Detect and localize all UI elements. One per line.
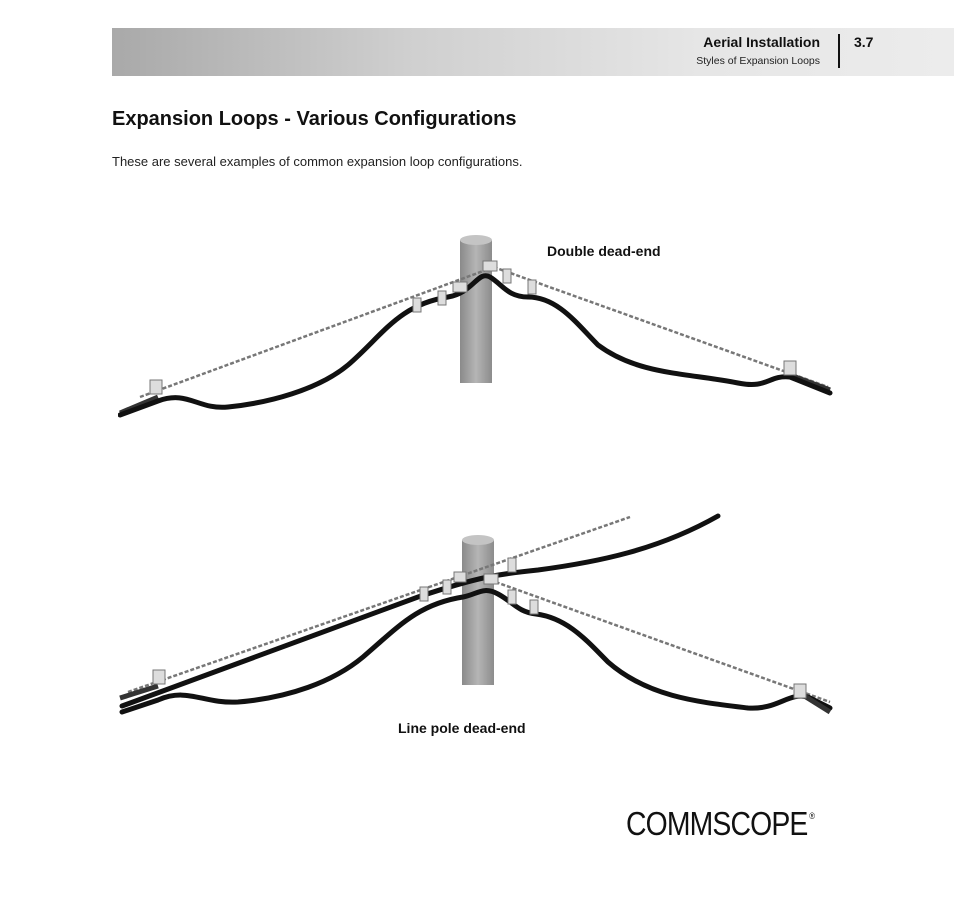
strand-clamp [443, 580, 451, 594]
strand-clamp [438, 291, 446, 305]
strand-clamp [484, 574, 498, 584]
utility-pole [462, 540, 494, 685]
strand-clamp [794, 684, 806, 698]
strand-clamp [528, 280, 536, 294]
registered-mark: ® [809, 811, 815, 821]
figure-caption-double-dead-end: Double dead-end [547, 243, 661, 259]
figure-caption-line-pole-dead-end: Line pole dead-end [398, 720, 526, 736]
strand-clamp [483, 261, 497, 271]
strand-clamp [413, 298, 421, 312]
page-title: Expansion Loops - Various Configurations [112, 108, 517, 130]
double-dead-end-illustration [118, 225, 840, 425]
strand-clamp [150, 380, 162, 394]
commscope-logo [626, 805, 814, 843]
strand-clamp [508, 590, 516, 604]
messenger-strand [140, 270, 486, 397]
header-title: Aerial Installation [703, 34, 820, 50]
header-subtitle: Styles of Expansion Loops [696, 55, 820, 67]
strand-clamp [454, 572, 466, 582]
line-pole-dead-end-illustration [118, 512, 840, 722]
pole-top [462, 535, 494, 545]
header-divider [838, 34, 840, 68]
strand-clamp [503, 269, 511, 283]
header-band [112, 28, 954, 76]
pole-top [460, 235, 492, 245]
strand-clamp [153, 670, 165, 684]
section-number: 3.7 [854, 34, 874, 50]
strand-clamp [530, 600, 538, 614]
messenger-strand [490, 580, 830, 702]
strand-clamp [420, 587, 428, 601]
strand-clamp [508, 558, 516, 572]
logo-wordmark: COMMSCOPE [626, 805, 808, 842]
strand-clamp [784, 361, 796, 375]
strand-clamp [453, 282, 467, 292]
intro-text: These are several examples of common expansion loop configurations. [112, 154, 523, 169]
